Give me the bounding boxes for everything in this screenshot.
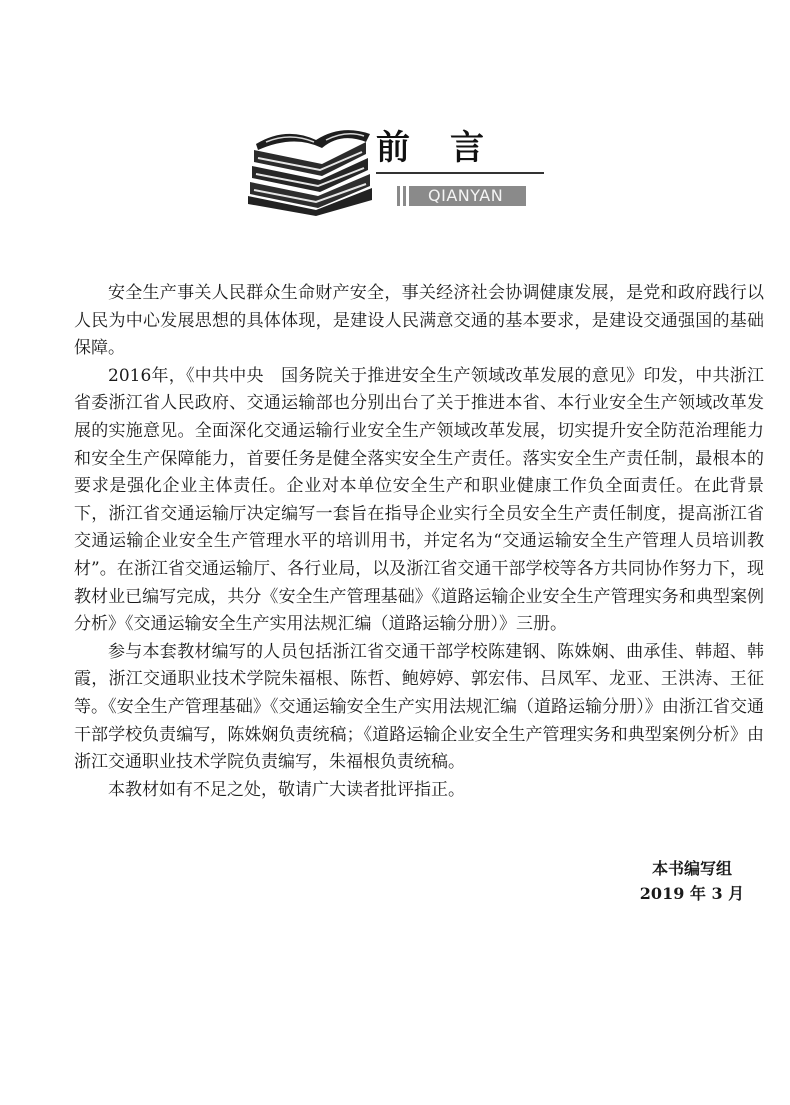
- paragraph: 2016年，《中共中央 国务院关于推进安全生产领域改革发展的意见》印发，中共浙江省委浙江省人民政府、交通运输部也分别出台了关于推进本省、本行业安全生产领域改革发展的实施意见。全面深化交通运输行业安全生产领域改革发展，切实提升安全防范治理能力和安全生产保障能力，首要任务是健全落实安全生产责任。落实安全生产责任制，最根本的要求是强化企业主体责任。企业对本单位安全生产和职业健康工作负全面责任。在此背景下，浙江省交通运输厅决定编写一套旨在指导企业实行全员安全生产责任制度，提高浙江省交通运输企业安全生产管理水平的培训用书，并定名为“交通运输安全生产管理人员培训教材”。在浙江省交通运输厅、各行业局，以及浙江省交通干部学校等各方共同协作努力下，现教材业已编写完成，共分《安全生产管理基础》《道路运输企业安全生产管理实务和典型案例分析》《交通运输安全生产实用法规汇编（道路运输分册）》三册。: [74, 365, 764, 635]
- title-underline: [376, 172, 544, 174]
- page-title-pinyin: QIANYAN: [428, 186, 504, 205]
- signature: [622, 856, 762, 906]
- banner-stripes: [394, 186, 416, 206]
- paragraph: 参与本套教材编写的人员包括浙江省交通干部学校陈建钢、陈姝娴、曲承佳、韩超、韩霞，浙江交通职业技术学院朱福根、陈哲、鲍婷婷、郭宏伟、吕凤军、龙亚、王洪涛、王征等。《安全生产管理基础》《交通运输安全生产实用法规汇编（道路运输分册）》由浙江省交通干部学校负责编写，陈姝娴负责统稿；《道路运输企业安全生产管理实务和典型案例分析》由浙江交通职业技术学院负责编写，朱福根负责统稿。: [74, 641, 764, 773]
- date: 2019 年 3 月: [639, 884, 745, 903]
- preface-header: [246, 118, 546, 228]
- author-group: 本书编写组: [651, 859, 732, 878]
- paragraph: 本教材如有不足之处，敬请广大读者批评指正。: [108, 779, 465, 800]
- page-title: 前言: [376, 128, 524, 168]
- preface-body: [74, 280, 764, 804]
- books-icon: [246, 118, 376, 218]
- paragraph: 安全生产事关人民群众生命财产安全，事关经济社会协调健康发展，是党和政府践行以人民为中心发展思想的具体体现，是建设人民满意交通的基本要求，是建设交通强国的基础保障。: [74, 283, 764, 359]
